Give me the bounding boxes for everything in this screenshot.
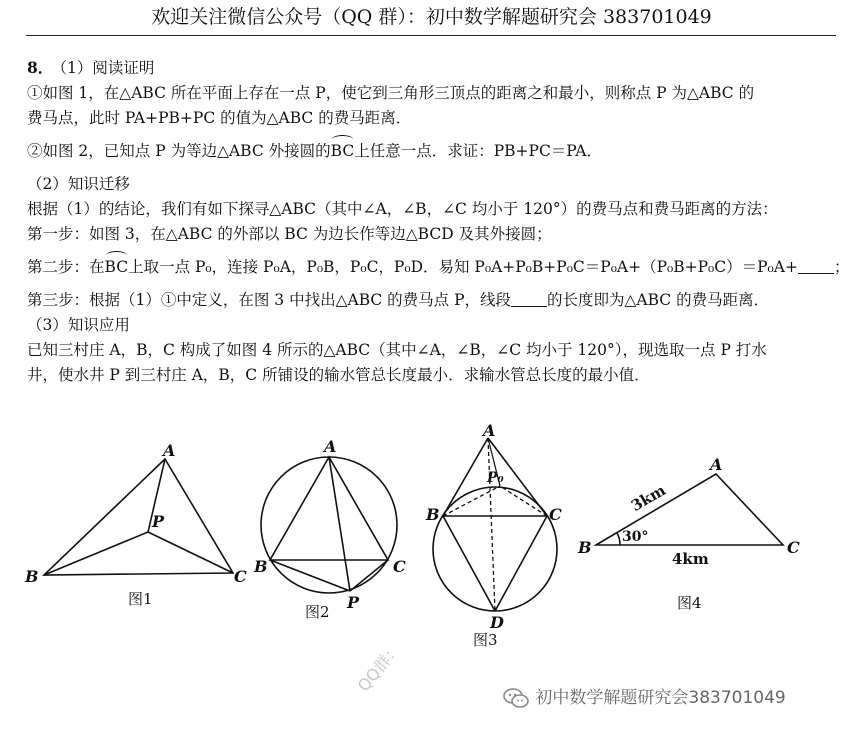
part2-title: （2）知识迁移 (27, 175, 130, 193)
part1-statement1-line1: ①如图 1，在△ABC 所在平面上存在一点 P，使它到三角形三顶点的距离之和最小，则称点 P 为△ABC 的 (27, 84, 755, 102)
part2-step3: 第三步：根据（1）①中定义，在图 3 中找出△ABC 的费马点 P，线段 的长度即为△ABC 的费马距离． (27, 291, 770, 309)
part1-title: （1）阅读证明 (59, 59, 155, 77)
part1-statement1-line2: 费马点，此时 PA+PB+PC 的值为△ABC 的费马距离． (27, 109, 412, 127)
part1-statement2: ②如图 2，已知点 P 为等边△ABC 外接圆的BC上任意一点．求证：PB+PC＝PA． (27, 139, 842, 164)
header-divider (26, 35, 836, 36)
fig1-label-c: C (234, 567, 247, 586)
figure-2 (253, 437, 406, 621)
qq-watermark: QQ群： (353, 639, 406, 696)
fig1-label-a: A (163, 441, 176, 460)
fig3-label-d: D (490, 613, 504, 632)
part3-line2: 井，使水井 P 到三村庄 A，B，C 所铺设的输水管总长度最小．求输水管总长度的最小值． (27, 366, 650, 384)
part2-intro: 根据（1）的结论，我们有如下探寻△ABC（其中∠A，∠B，∠C 均小于 120°）的费马点和费马距离的方法： (27, 200, 778, 218)
fig4-side-ab: 3km (628, 481, 669, 515)
wechat-icon (502, 687, 530, 709)
part2-step1: 第一步：如图 3，在△ABC 的外部以 BC 为边长作等边△BCD 及其外接圆； (27, 225, 552, 243)
fig4-side-bc: 4km (672, 550, 709, 568)
fig4-label-a: A (710, 455, 723, 474)
arc-bc: BC (105, 255, 129, 280)
fig3-label-a: A (483, 421, 496, 440)
figure-3 (425, 421, 562, 649)
fig1-caption: 图1 (128, 590, 153, 608)
figure-4 (577, 455, 800, 612)
fig4-angle-b: 30° (622, 529, 649, 545)
arc-bc: BC (331, 139, 355, 164)
fig3-label-b: B (426, 505, 440, 524)
watermark-text: 初中数学解题研究会383701049 (535, 688, 786, 708)
fig2-label-a: A (324, 437, 337, 456)
fig3-label-c: C (549, 505, 562, 524)
figure-1 (24, 441, 247, 608)
fig4-caption: 图4 (677, 594, 702, 612)
fig2-label-c: C (393, 557, 406, 576)
problem-number: 8． (27, 58, 54, 77)
fig4-label-c: C (787, 538, 800, 557)
answer-blank (798, 257, 834, 274)
page-header: 欢迎关注微信公众号（QQ 群）：初中数学解题研究会 383701049 (151, 6, 712, 28)
watermark (502, 683, 786, 709)
part1-title-line (27, 55, 842, 81)
fig1-label-b: B (25, 567, 39, 586)
answer-blank (511, 290, 547, 307)
fig1-label-p: P (152, 512, 165, 531)
fig2-caption: 图2 (305, 603, 330, 621)
fig4-label-b: B (578, 538, 592, 557)
fig2-label-b: B (254, 557, 268, 576)
problem-body (27, 55, 850, 388)
figures (0, 420, 863, 680)
fig2-label-p: P (347, 593, 360, 612)
part3-line1: 已知三村庄 A，B，C 构成了如图 4 所示的△ABC（其中∠A，∠B，∠C 均小于 120°），现选取一点 P 打水 (27, 341, 767, 359)
part3-title: （3）知识应用 (27, 316, 130, 334)
fig3-label-p0: P₀ (487, 470, 504, 486)
fig3-caption: 图3 (473, 631, 498, 649)
part2-step2: 第二步：在BC上取一点 P₀，连接 P₀A，P₀B，P₀C，P₀D．易知 P₀A+P₀B+P₀C＝P₀A+（P₀B+P₀C）＝P₀A+ ； (27, 255, 842, 280)
